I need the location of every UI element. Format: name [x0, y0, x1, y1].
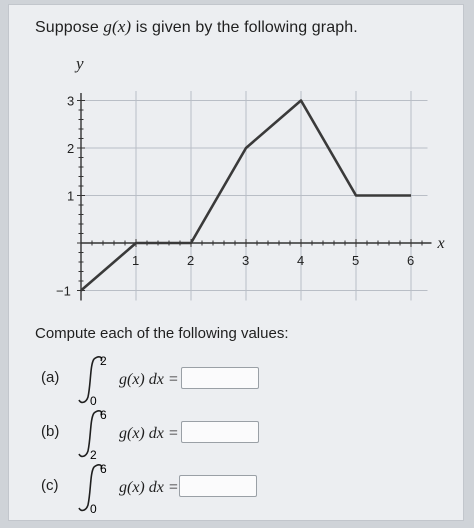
question-label: (a) [41, 369, 60, 386]
integrand-text: g(x) dx = [119, 479, 179, 496]
answer-input-c[interactable] [179, 475, 257, 497]
upper-limit: 6 [100, 408, 107, 422]
x-axis-label: x [437, 235, 445, 252]
x-tick-label: 6 [407, 253, 415, 268]
problem-card [8, 4, 464, 521]
integral-sign-icon [73, 353, 113, 407]
y-tick-label: −1 [56, 283, 71, 299]
integral-sign-icon [73, 461, 113, 515]
compute-instruction: Compute each of the following values: [35, 325, 289, 342]
prompt-text-start: Suppose [35, 19, 104, 36]
integrand-text: g(x) dx = [119, 371, 179, 388]
question-b [31, 408, 331, 462]
integrand-text: g(x) dx = [119, 425, 179, 442]
integrand [119, 425, 179, 443]
question-label: (c) [41, 477, 59, 494]
y-axis-label: y [76, 54, 84, 73]
integrand [119, 479, 179, 497]
question-a [31, 354, 331, 408]
x-tick-label: 1 [132, 253, 140, 268]
answer-input-a[interactable] [181, 367, 259, 389]
y-tick-label: 1 [67, 188, 75, 204]
function-graph [49, 51, 445, 309]
x-tick-label: 4 [297, 253, 305, 268]
answer-input-b[interactable] [181, 421, 259, 443]
y-tick-label: 3 [67, 93, 75, 109]
y-tick-label: 2 [67, 141, 75, 156]
problem-prompt [35, 17, 358, 37]
prompt-function: g(x) [103, 17, 132, 36]
question-c [31, 462, 331, 516]
x-tick-label: 2 [187, 253, 195, 268]
integral-sign-icon [73, 407, 113, 461]
integrand [119, 371, 179, 389]
lower-limit: 2 [90, 448, 97, 462]
upper-limit: 6 [100, 462, 107, 476]
question-label: (b) [41, 423, 60, 440]
prompt-text-end: is given by the following graph. [131, 19, 358, 36]
x-tick-label: 3 [242, 253, 250, 268]
upper-limit: 2 [100, 354, 107, 368]
lower-limit: 0 [90, 394, 97, 408]
lower-limit: 0 [90, 502, 97, 516]
x-tick-label: 5 [352, 253, 360, 268]
